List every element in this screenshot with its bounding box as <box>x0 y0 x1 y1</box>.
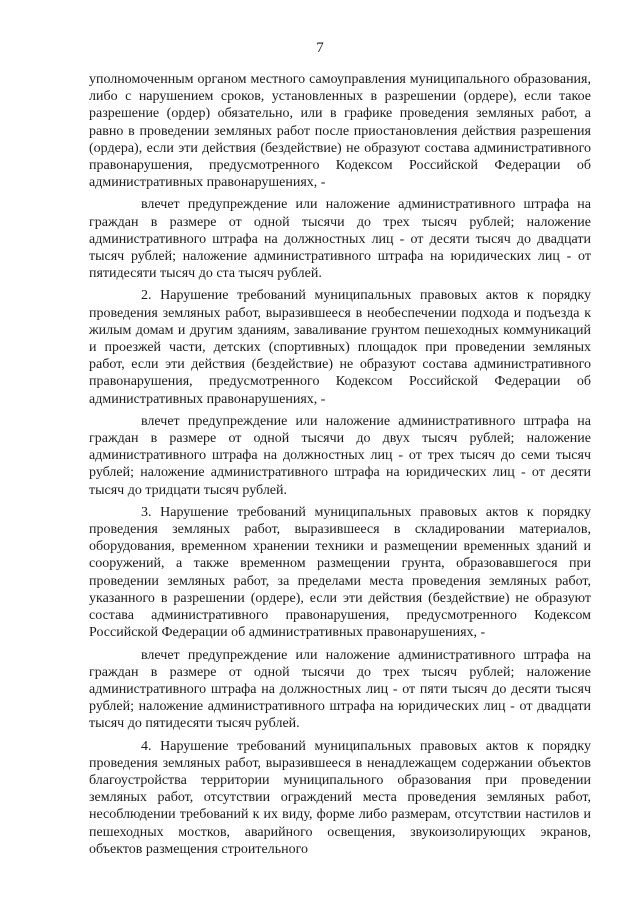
paragraph-clause-3: 3. Нарушение требований муниципальных правовых актов к порядку проведения земляных работ, выразившееся в складировании материалов, оборудования, временном хранении техники и размещении временных зданий и сооружений, а также временном размещении грунта, образовавшегося при проведении земляных работ, за пределами места проведения земляных работ, указанного в разрешении (ордере), если эти действия (бездействие) не образуют состава административного правонарушения, предусмотренного Кодексом Российской Федерации об административных правонарушениях, - <box>89 504 591 641</box>
paragraph-clause-4: 4. Нарушение требований муниципальных правовых актов к порядку проведения земляных работ, выразившееся в ненадлежащем содержании объектов благоустройства территории муниципального образования при проведении земляных работ, отсутствии ограждений места проведения земляных работ, несоблюдении требований к их виду, форме либо размерам, отсутствии настилов и пешеходных мостков, аварийного освещения, звукоизолирующих экранов, объектов размещения строительного <box>89 738 591 857</box>
paragraph-continuation: уполномоченным органом местного самоуправления муниципального образования, либо с нарушением сроков, установленных в разрешении (ордере), если такое разрешение (ордер) обязательно, или в графике проведения земляных работ, а равно в проведении земляных работ после приостановления действия разрешения (ордера), если эти действия (бездействие) не образуют состава административного правонарушения, предусмотренного Кодексом Российской Федерации об административных правонарушениях, - <box>89 72 591 191</box>
paragraph-clause-2: 2. Нарушение требований муниципальных правовых актов к порядку проведения земляных работ, выразившееся в необеспечении подхода и подъезда к жилым домам и другим зданиям, заваливание грунтом пешеходных коммуникаций и проезжей части, детских (спортивных) площадок при проведении земляных работ, если эти действия (бездействие) не образуют состава административного правонарушения, предусмотренного Кодексом Российской Федерации об административных правонарушениях, - <box>89 288 591 407</box>
paragraph-penalty-2: влечет предупреждение или наложение административного штрафа на граждан в размере от одной тысячи до двух тысяч рублей; наложение административного штрафа на должностных лиц - от трех тысяч до семи тысяч рублей; наложение административного штрафа на юридических лиц - от десяти тысяч до тридцати тысяч рублей. <box>89 413 591 498</box>
page-number: 7 <box>316 40 324 56</box>
paragraph-penalty-1: влечет предупреждение или наложение административного штрафа на граждан в размере от одной тысячи до трех тысяч рублей; наложение административного штрафа на должностных лиц - от десяти тысяч до двадцати тысяч рублей; наложение административного штрафа на юридических лиц - от пятидесяти тысяч до ста тысяч рублей. <box>89 197 591 282</box>
paragraph-penalty-3: влечет предупреждение или наложение административного штрафа на граждан в размере от одной тысячи до трех тысяч рублей; наложение административного штрафа на должностных лиц - от пяти тысяч до десяти тысяч рублей; наложение административного штрафа на юридических лиц - от двадцати тысяч до пятидесяти тысяч рублей. <box>89 647 591 732</box>
document-body <box>89 71 591 858</box>
